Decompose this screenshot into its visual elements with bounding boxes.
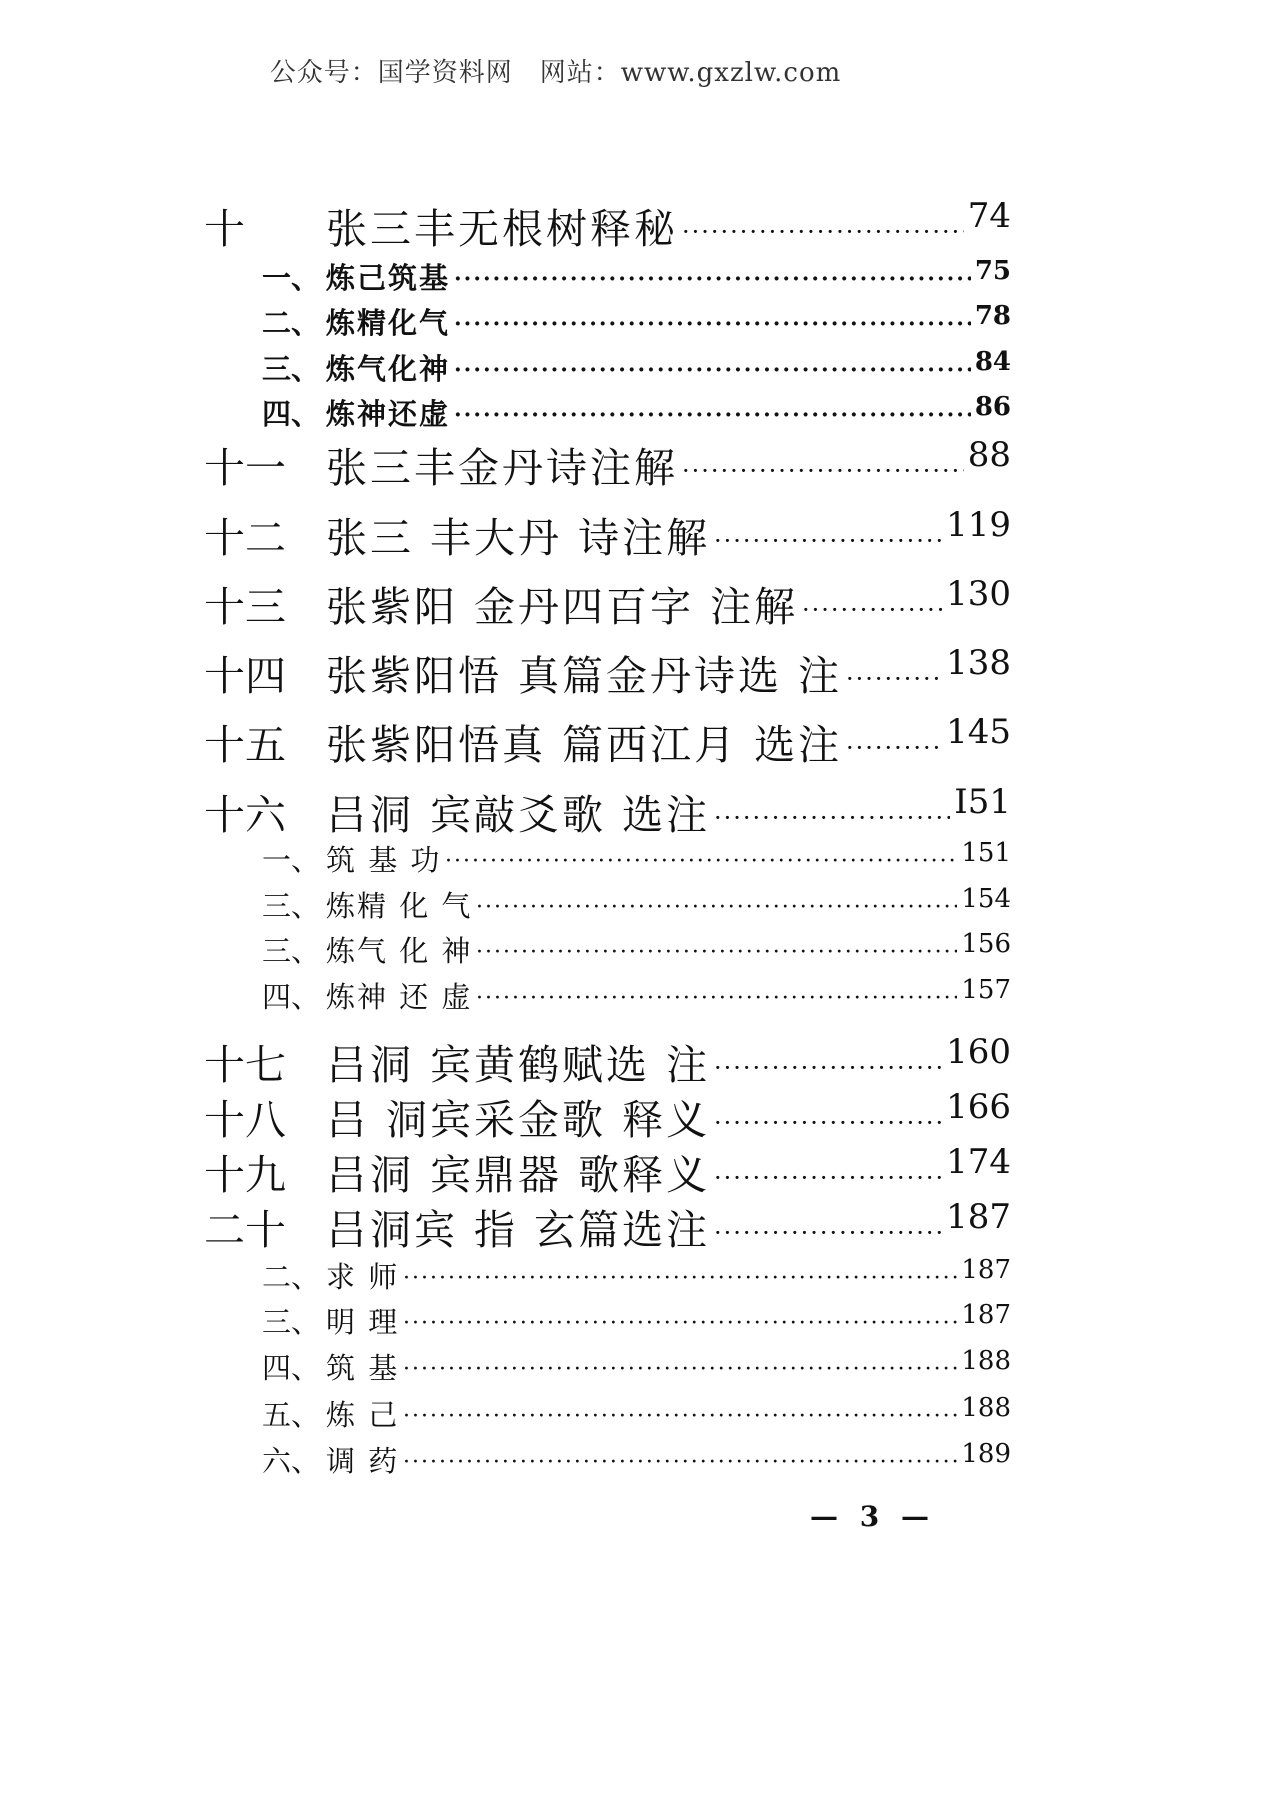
dot-leader (476, 940, 957, 965)
toc-page-number: 187 (961, 1255, 1011, 1285)
toc-entry-number: 十一 (204, 444, 286, 492)
toc-chapter-row (0, 643, 1111, 703)
dot-leader (454, 311, 971, 337)
toc-page-number: 130 (946, 574, 1011, 614)
toc-page-number: 187 (961, 1300, 1011, 1330)
toc-section-row (0, 838, 1111, 878)
toc-entry-title: 吕洞 宾鼎器 歌释义 (326, 1151, 711, 1199)
toc-page-number: 78 (974, 301, 1011, 331)
toc-page-number: 119 (946, 505, 1011, 545)
toc-entry-number: 三、 (262, 352, 321, 386)
toc-section-row (0, 1393, 1111, 1433)
dot-leader (714, 527, 942, 555)
toc-entry-title: 吕洞 宾黄鹤赋选 注 (326, 1041, 711, 1089)
toc-section-row (0, 256, 1111, 296)
toc-entry-title: 吕洞宾 指 玄篇选注 (326, 1206, 711, 1254)
toc-entry-number: 二、 (262, 306, 321, 340)
toc-entry-title: 张紫阳悟 真篇金丹诗选 注 (326, 652, 843, 700)
toc-entry-number: 三、 (262, 934, 321, 968)
toc-entry-title: 炼 己 (326, 1398, 400, 1432)
toc-page-number: 86 (974, 392, 1011, 422)
toc-entry-number: 五、 (262, 1398, 321, 1432)
toc-section-row (0, 392, 1111, 432)
dot-leader (682, 457, 964, 485)
toc-entry-title: 吕洞 宾敲爻歌 选注 (326, 791, 711, 839)
dot-leader (802, 596, 942, 624)
toc-entry-title: 炼精 化 气 (326, 889, 473, 923)
dot-leader (714, 1109, 942, 1137)
toc-section-row (0, 1255, 1111, 1295)
toc-page-number: 75 (974, 256, 1011, 286)
toc-entry-title: 张三丰金丹诗注解 (326, 444, 678, 492)
toc-chapter-row (0, 782, 1111, 842)
page-number-footer: — 3 — (810, 1500, 935, 1533)
toc-page-number: 84 (974, 347, 1011, 377)
toc-entry-title: 炼气化神 (326, 352, 451, 386)
dot-leader (454, 402, 971, 428)
toc-page-number: 157 (961, 975, 1011, 1005)
toc-page-number: 74 (967, 196, 1011, 236)
toc-entry-number: 一、 (262, 843, 321, 877)
toc-entry-title: 张三 丰大丹 诗注解 (326, 514, 711, 562)
toc-page-number: 138 (946, 643, 1011, 683)
toc-page-number: 156 (961, 929, 1011, 959)
toc-page-number: 166 (946, 1087, 1011, 1127)
toc-page-number: 154 (961, 884, 1011, 914)
toc-section-row (0, 929, 1111, 969)
toc-entry-number: 三、 (262, 1305, 321, 1339)
toc-entry-number: 二十 (204, 1206, 286, 1254)
toc-page-number: 151 (961, 838, 1011, 868)
toc-chapter-row (0, 574, 1111, 634)
toc-entry-title: 张紫阳悟真 篇西江月 选注 (326, 721, 843, 769)
toc-entry-number: 十七 (204, 1041, 286, 1089)
toc-entry-number: 四、 (262, 397, 321, 431)
toc-section-row (0, 347, 1111, 387)
dot-leader (454, 357, 971, 383)
dot-leader (403, 1357, 957, 1382)
toc-section-row (0, 1346, 1111, 1386)
dot-leader (403, 1311, 957, 1336)
toc-entry-number: 十二 (204, 514, 286, 562)
toc-entry-number: 四、 (262, 1351, 321, 1385)
toc-entry-number: 十五 (204, 721, 286, 769)
toc-section-row (0, 1439, 1111, 1479)
toc-entry-title: 炼神 还 虚 (326, 980, 473, 1014)
toc-entry-title: 筑 基 功 (326, 843, 442, 877)
toc-entry-title: 炼神还虚 (326, 397, 451, 431)
toc-entry-number: 十六 (204, 791, 286, 839)
dot-leader (714, 1164, 942, 1192)
toc-page-number: 189 (961, 1439, 1011, 1469)
toc-page-number: 174 (946, 1142, 1011, 1182)
dot-leader (454, 266, 971, 292)
toc-entry-number: 十八 (204, 1096, 286, 1144)
dot-leader (714, 804, 950, 832)
toc-entry-title: 张紫阳 金丹四百字 注解 (326, 583, 799, 631)
toc-chapter-row (0, 505, 1111, 565)
toc-entry-title: 张三丰无根树释秘 (326, 205, 678, 253)
toc-section-row (0, 884, 1111, 924)
dot-leader (846, 734, 942, 762)
toc-page-number: 145 (946, 712, 1011, 752)
toc-entry-number: 四、 (262, 980, 321, 1014)
toc-page-number: 188 (961, 1393, 1011, 1423)
dot-leader (714, 1054, 942, 1082)
toc-page-number: I51 (954, 782, 1011, 822)
toc-section-row (0, 975, 1111, 1015)
toc-entry-title: 求 师 (326, 1260, 400, 1294)
dot-leader (445, 849, 957, 874)
dot-leader (403, 1404, 957, 1429)
toc-entry-title: 明 理 (326, 1305, 400, 1339)
toc-entry-number: 十三 (204, 583, 286, 631)
dot-leader (682, 218, 964, 246)
toc-page-number: 188 (961, 1346, 1011, 1376)
toc-entry-title: 筑 基 (326, 1351, 400, 1385)
toc-chapter-row (0, 196, 1111, 256)
toc-entry-number: 十四 (204, 652, 286, 700)
dot-leader (846, 665, 942, 693)
toc-section-row (0, 1300, 1111, 1340)
blank-margin (1111, 0, 1270, 1794)
toc-entry-number: 十 (204, 205, 245, 253)
toc-entry-title: 炼己筑基 (326, 261, 451, 295)
toc-chapter-row (0, 1142, 1111, 1202)
toc-entry-number: 三、 (262, 889, 321, 923)
toc-chapter-row (0, 712, 1111, 772)
toc-entry-title: 调 药 (326, 1444, 400, 1478)
toc-entry-title: 吕 洞宾采金歌 释义 (326, 1096, 711, 1144)
toc-entry-number: 一、 (262, 261, 321, 295)
toc-entry-number: 十九 (204, 1151, 286, 1199)
toc-chapter-row (0, 1032, 1111, 1092)
toc-entry-number: 六、 (262, 1444, 321, 1478)
toc-chapter-row (0, 1087, 1111, 1147)
toc-entry-title: 炼气 化 神 (326, 934, 473, 968)
dot-leader (476, 895, 957, 920)
toc-page-number: 160 (946, 1032, 1011, 1072)
toc-entry-number: 二、 (262, 1260, 321, 1294)
toc-section-row (0, 301, 1111, 341)
dot-leader (714, 1219, 942, 1247)
toc-chapter-row (0, 435, 1111, 495)
dot-leader (403, 1266, 957, 1291)
dot-leader (476, 986, 957, 1011)
dot-leader (403, 1450, 957, 1475)
toc-page-number: 187 (946, 1197, 1011, 1237)
toc-entry-title: 炼精化气 (326, 306, 451, 340)
page-header: 公众号：国学资料网 网站：www.gxzlw.com (269, 58, 842, 88)
toc-chapter-row (0, 1197, 1111, 1257)
toc-page-number: 88 (967, 435, 1011, 475)
